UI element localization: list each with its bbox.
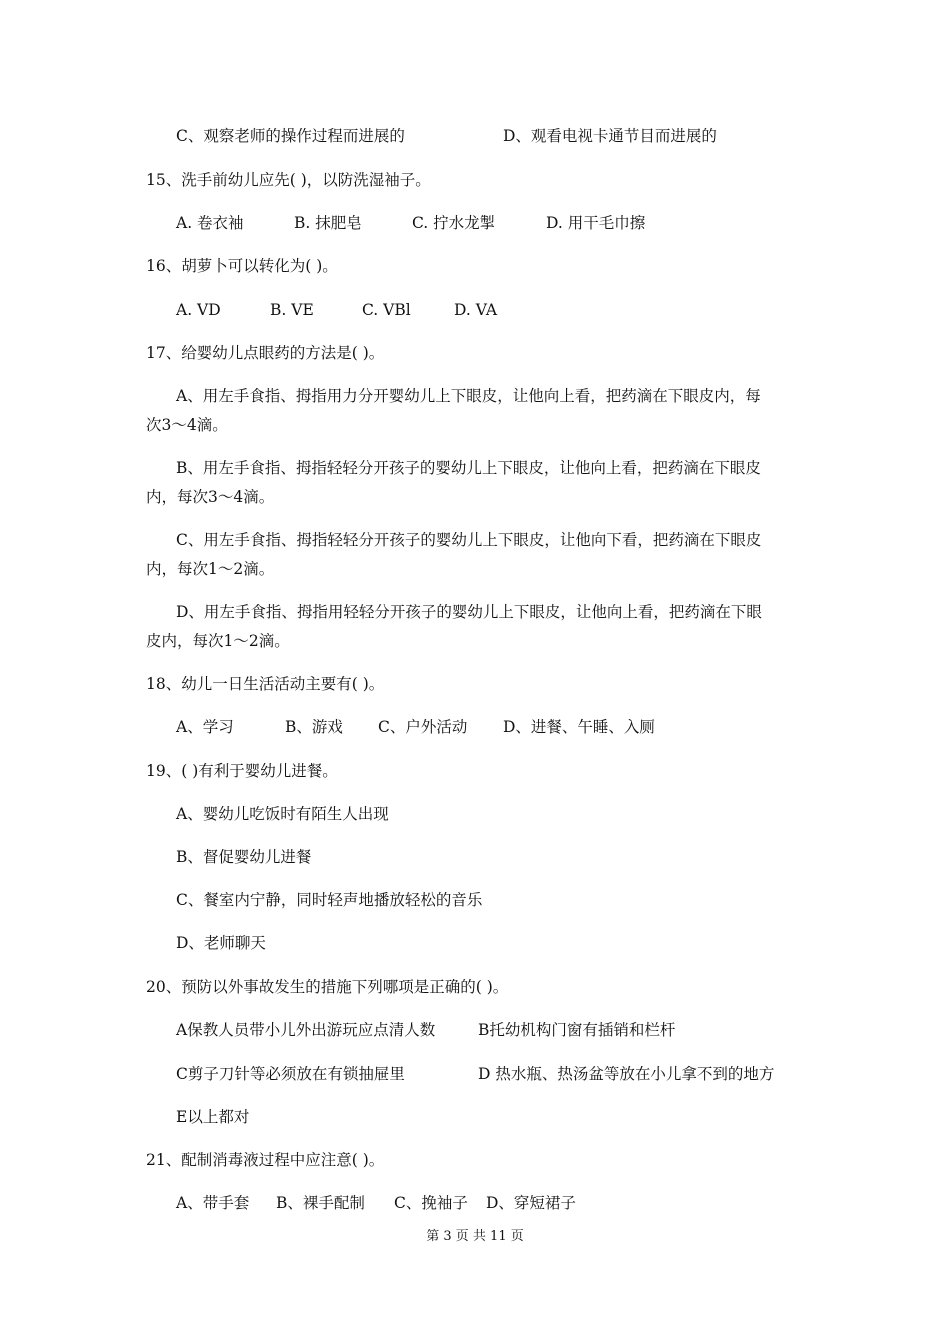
q17-option-a-line1: A、用左手食指、拇指用力分开婴幼儿上下眼皮，让他向上看，把药滴在下眼皮内，每 (176, 387, 761, 405)
q17-option-b-line1: B、用左手食指、拇指轻轻分开孩子的婴幼儿上下眼皮，让他向上看，把药滴在下眼皮 (176, 459, 761, 477)
question-20: 20、预防以外事故发生的措施下列哪项是正确的( )。 (146, 978, 509, 996)
option-b: B托幼机构门窗有插销和栏杆 (478, 1021, 676, 1039)
q17-option-c-line2: 内，每次1～2滴。 (146, 560, 275, 578)
option-c: C、挽袖子 (394, 1194, 468, 1212)
option-a: A保教人员带小儿外出游玩应点清人数 (176, 1021, 436, 1039)
option-d: D、进餐、午睡、入厕 (503, 718, 655, 736)
question-15: 15、洗手前幼儿应先( )，以防洗湿袖子。 (146, 171, 431, 189)
q17-option-d-line2: 皮内，每次1～2滴。 (146, 632, 290, 650)
option-b: B. VE (270, 301, 314, 319)
option-a: A、学习 (176, 718, 234, 736)
option-d: D. VA (454, 301, 498, 319)
q19-option-d: D、老师聊天 (176, 934, 266, 952)
page-footer: 第 3 页 共 11 页 (426, 1229, 524, 1244)
q17-option-a-line2: 次3～4滴。 (146, 416, 228, 434)
q20-option-e: E以上都对 (176, 1108, 250, 1126)
option-c: C. VBl (362, 301, 411, 319)
option-d: D、穿短裙子 (486, 1194, 576, 1212)
option-c: C、观察老师的操作过程而进展的 (176, 127, 405, 145)
question-17: 17、给婴幼儿点眼药的方法是( )。 (146, 344, 385, 362)
option-c: C、户外活动 (378, 718, 468, 736)
q17-option-d-line1: D、用左手食指、拇指用轻轻分开孩子的婴幼儿上下眼皮，让他向上看，把药滴在下眼 (176, 603, 762, 621)
option-b: B、游戏 (285, 718, 343, 736)
question-19: 19、( )有利于婴幼儿进餐。 (146, 762, 338, 780)
question-18: 18、幼儿一日生活活动主要有( )。 (146, 675, 385, 693)
q19-option-b: B、督促婴幼儿进餐 (176, 848, 312, 866)
q17-option-b-line2: 内，每次3～4滴。 (146, 488, 275, 506)
question-21: 21、配制消毒液过程中应注意( )。 (146, 1151, 385, 1169)
option-c: C. 拧水龙掣 (412, 214, 496, 232)
option-a: A、带手套 (176, 1194, 250, 1212)
question-16: 16、胡萝卜可以转化为( )。 (146, 257, 338, 275)
option-d: D 热水瓶、热汤盆等放在小儿拿不到的地方 (478, 1065, 775, 1083)
option-b: B. 抹肥皂 (294, 214, 362, 232)
q17-option-c-line1: C、用左手食指、拇指轻轻分开孩子的婴幼儿上下眼皮，让他向下看，把药滴在下眼皮 (176, 531, 762, 549)
q19-option-a: A、婴幼儿吃饭时有陌生人出现 (176, 805, 389, 823)
q19-option-c: C、餐室内宁静，同时轻声地播放轻松的音乐 (176, 891, 483, 909)
option-b: B、裸手配制 (276, 1194, 365, 1212)
option-a: A. 卷衣袖 (176, 214, 244, 232)
option-d: D、观看电视卡通节目而进展的 (503, 127, 717, 145)
option-d: D. 用干毛巾擦 (546, 214, 646, 232)
option-a: A. VD (176, 301, 221, 319)
option-c: C剪子刀针等必须放在有锁抽屉里 (176, 1065, 405, 1083)
